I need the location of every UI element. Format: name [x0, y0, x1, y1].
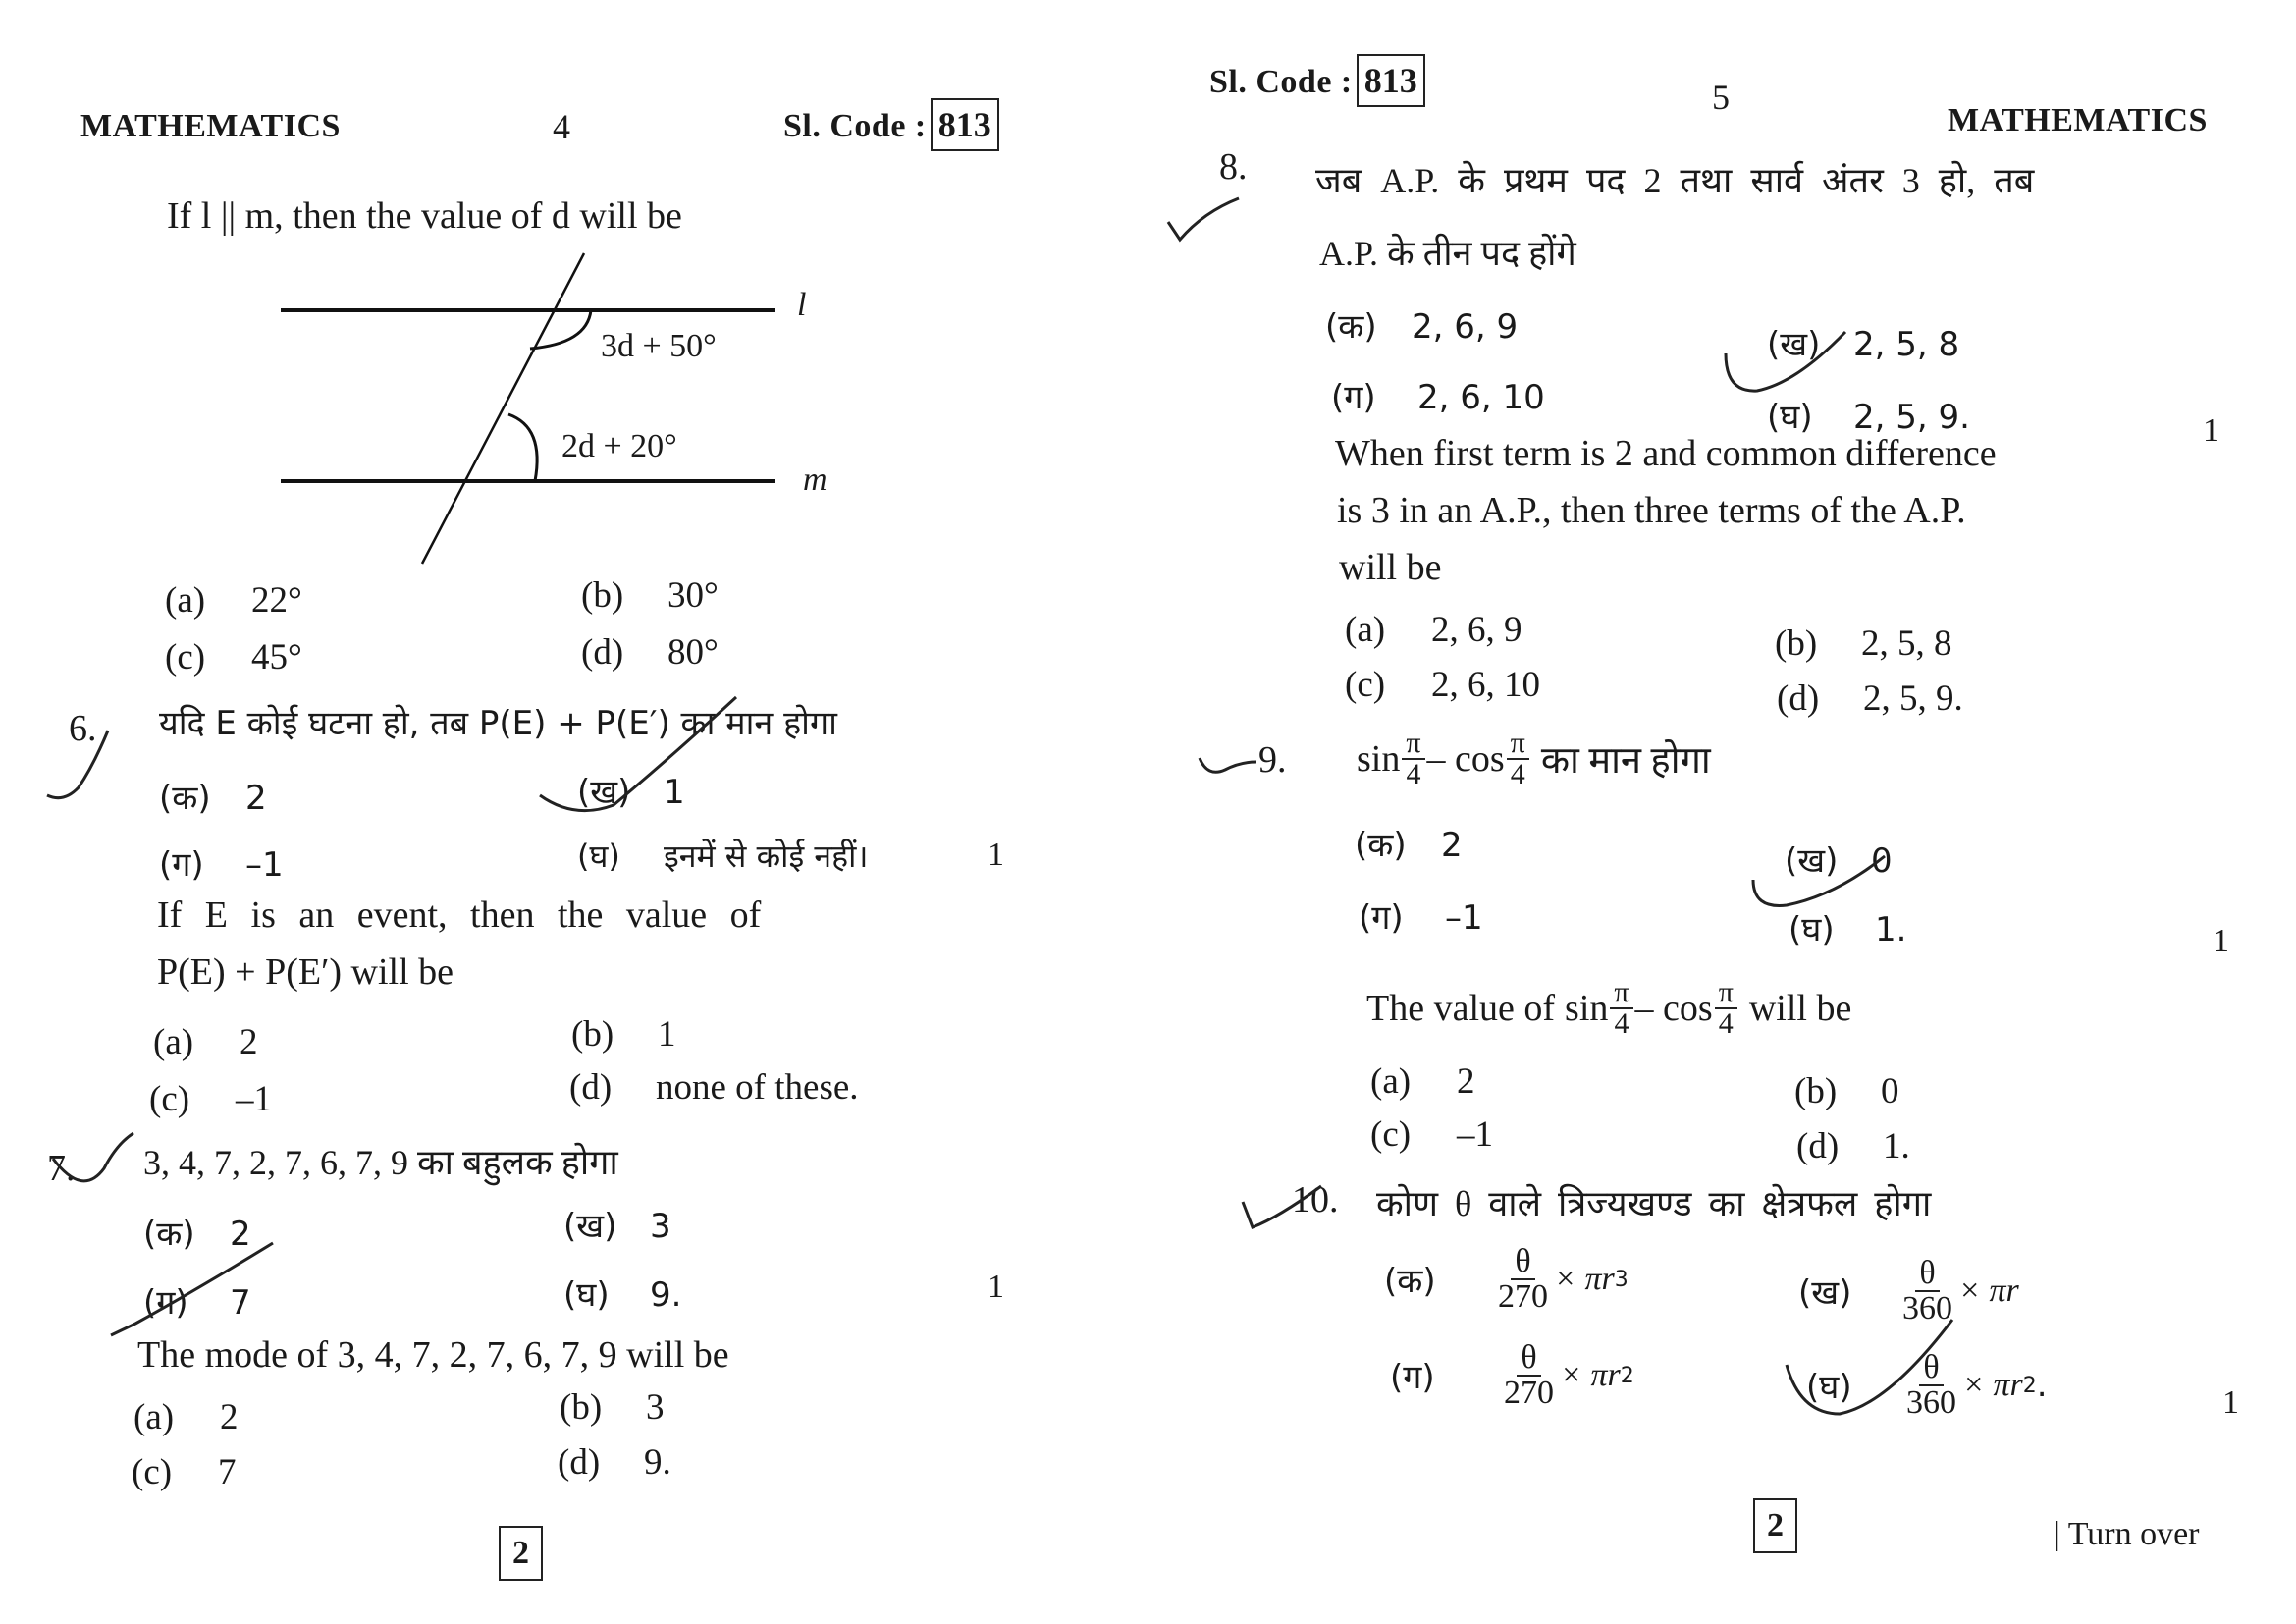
q10-option-kha: (ख) $\frac{\theta}{360}$ × πr — [1798, 1255, 2019, 1326]
q9-en-option-d: (d) 1. — [1796, 1126, 1910, 1166]
q6-marks: 1 — [988, 837, 1004, 873]
q6-option-gha: (घ) इनमें से कोई नहीं। — [577, 838, 869, 875]
q8-option-ka: (क) 2, 6, 9 — [1325, 307, 1519, 347]
q8-tick-mark-icon — [1164, 192, 1243, 251]
q7-option-ka: (क) 2 — [143, 1215, 251, 1254]
code-value-box: 813 — [1357, 54, 1425, 107]
q8-en-option-c: (c) 2, 6, 10 — [1345, 665, 1540, 705]
code-value-box: 813 — [931, 98, 999, 151]
pi-over-4-fraction: $\frac{\pi}{4}$ — [1610, 978, 1632, 1039]
q7-stem-hindi: 3, 4, 7, 2, 7, 6, 7, 9 का बहुलक होगा — [143, 1143, 618, 1182]
q9-tick-mark-icon — [1196, 744, 1264, 784]
q5-option-b: (b) 30° — [581, 575, 719, 616]
q6-en-option-d: (d) none of these. — [569, 1067, 859, 1108]
q9-stem-hindi: sin $\frac{\pi}{4}$ – cos $\frac{\pi}{4}$ का मान होगा — [1357, 727, 1711, 790]
angle-top-label: 3d + 50° — [601, 328, 717, 364]
left-header-code — [783, 98, 999, 151]
q5-option-d: (d) 80° — [581, 632, 719, 673]
pi-over-4-fraction: $\frac{\pi}{4}$ — [1715, 978, 1737, 1039]
q10-option-ka: (क) $\frac{\theta}{270}$ × πr 3 — [1384, 1243, 1629, 1315]
q10-marks: 1 — [2222, 1384, 2239, 1421]
q9-en-option-c: (c) –1 — [1370, 1114, 1493, 1155]
left-footer-box: 2 — [499, 1526, 543, 1581]
q9-option-kha: (ख) 0 — [1785, 841, 1893, 881]
q9-option-ka: (क) 2 — [1355, 826, 1463, 865]
q6-option-ka: (क) 2 — [159, 779, 267, 818]
q9-number: 9. — [1258, 739, 1287, 781]
q6-stem-en-line2: P(E) + P(E′) will be — [157, 951, 454, 993]
q6-en-option-c: (c) –1 — [149, 1079, 272, 1119]
q9-option-ga: (ग) –1 — [1359, 898, 1483, 938]
q8-option-kha: (ख) 2, 5, 8 — [1767, 325, 1960, 364]
q6-en-option-a: (a) 2 — [153, 1022, 258, 1062]
q7-en-option-c: (c) 7 — [132, 1452, 237, 1492]
q6-option-kha: (ख) 1 — [577, 773, 685, 812]
code-label: Sl. Code : — [1209, 64, 1353, 100]
q8-en-option-a: (a) 2, 6, 9 — [1345, 610, 1522, 650]
q6-option-ga: (ग) –1 — [159, 845, 284, 885]
q7-option-kha: (ख) 3 — [563, 1207, 671, 1246]
q8-option-ga: (ग) 2, 6, 10 — [1331, 378, 1545, 417]
right-page-number: 5 — [1712, 78, 1730, 117]
q6-en-option-b: (b) 1 — [571, 1014, 676, 1055]
q8-stem-hindi-line1: जब A.P. के प्रथम पद 2 तथा सार्व अंतर 3 हो, तब — [1315, 161, 2035, 200]
q6-stem-en-line1: If E is an event, then the value of — [157, 894, 762, 936]
q7-en-option-a: (a) 2 — [133, 1397, 239, 1437]
q10-option-gha: (घ) $\frac{\theta}{360}$ × πr 2 . — [1806, 1349, 2048, 1421]
line-l-label: l — [797, 287, 807, 323]
q5-option-c: (c) 45° — [165, 637, 302, 677]
code-label: Sl. Code : — [783, 108, 927, 144]
q9-en-option-a: (a) 2 — [1370, 1061, 1475, 1102]
q8-number: 8. — [1219, 146, 1248, 188]
q7-stem-en: The mode of 3, 4, 7, 2, 7, 6, 7, 9 will be — [137, 1334, 729, 1376]
pi-over-4-fraction: $\frac{\pi}{4}$ — [1507, 729, 1529, 789]
q10-number: 10. — [1292, 1179, 1339, 1220]
q6-stem-hindi: यदि E कोई घटना हो, तब P(E) + P(E′) का मान होगा — [159, 704, 837, 743]
q10-option-ga: (ग) $\frac{\theta}{270}$ × πr 2 — [1390, 1339, 1634, 1411]
q8-marks: 1 — [2203, 412, 2219, 449]
q8-stem-en-line2: is 3 in an A.P., then three terms of the A.P. — [1337, 490, 1966, 531]
parallel-lines-figure — [275, 245, 864, 574]
q8-stem-hindi-line2: A.P. के तीन पद होंगे — [1319, 234, 1576, 273]
line-m-label: m — [803, 461, 828, 498]
q8-en-option-b: (b) 2, 5, 8 — [1775, 623, 1952, 664]
q6-number: 6. — [69, 708, 97, 749]
q8-option-gha: (घ) 2, 5, 9. — [1767, 398, 1970, 437]
q7-option-gha: (घ) 9. — [563, 1275, 682, 1315]
q8-stem-en-line3: will be — [1339, 547, 1442, 588]
left-header-subject: MATHEMATICS — [80, 108, 341, 144]
left-page-number: 4 — [553, 107, 570, 146]
right-header-code — [1209, 54, 1425, 107]
q9-marks: 1 — [2213, 923, 2229, 959]
q9-option-gha: (घ) 1. — [1789, 910, 1907, 949]
pi-over-4-fraction: $\frac{\pi}{4}$ — [1402, 729, 1424, 789]
q9-en-option-b: (b) 0 — [1794, 1071, 1899, 1111]
q5-stem: If l || m, then the value of d will be — [167, 195, 682, 237]
q9-stem-en: The value of sin $\frac{\pi}{4}$ – cos $\frac{\pi}{4}$ will be — [1366, 976, 1852, 1040]
q8-stem-en-line1: When first term is 2 and common difference — [1335, 433, 1997, 474]
q7-option-ga: (ग) 7 — [143, 1283, 251, 1323]
right-header-subject: MATHEMATICS — [1948, 102, 2208, 138]
q10-stem-hindi: कोण θ वाले त्रिज्यखण्ड का क्षेत्रफल होगा — [1376, 1184, 1932, 1223]
turn-over-label: | Turn over — [2054, 1516, 2200, 1552]
q7-number: 7. — [47, 1148, 76, 1189]
q5-option-a: (a) 22° — [165, 580, 302, 621]
q7-marks: 1 — [988, 1269, 1004, 1305]
q7-en-option-d: (d) 9. — [558, 1442, 671, 1483]
angle-bottom-label: 2d + 20° — [561, 428, 677, 464]
right-footer-box: 2 — [1753, 1498, 1797, 1553]
q8-en-option-d: (d) 2, 5, 9. — [1777, 678, 1963, 719]
q7-en-option-b: (b) 3 — [560, 1387, 665, 1428]
